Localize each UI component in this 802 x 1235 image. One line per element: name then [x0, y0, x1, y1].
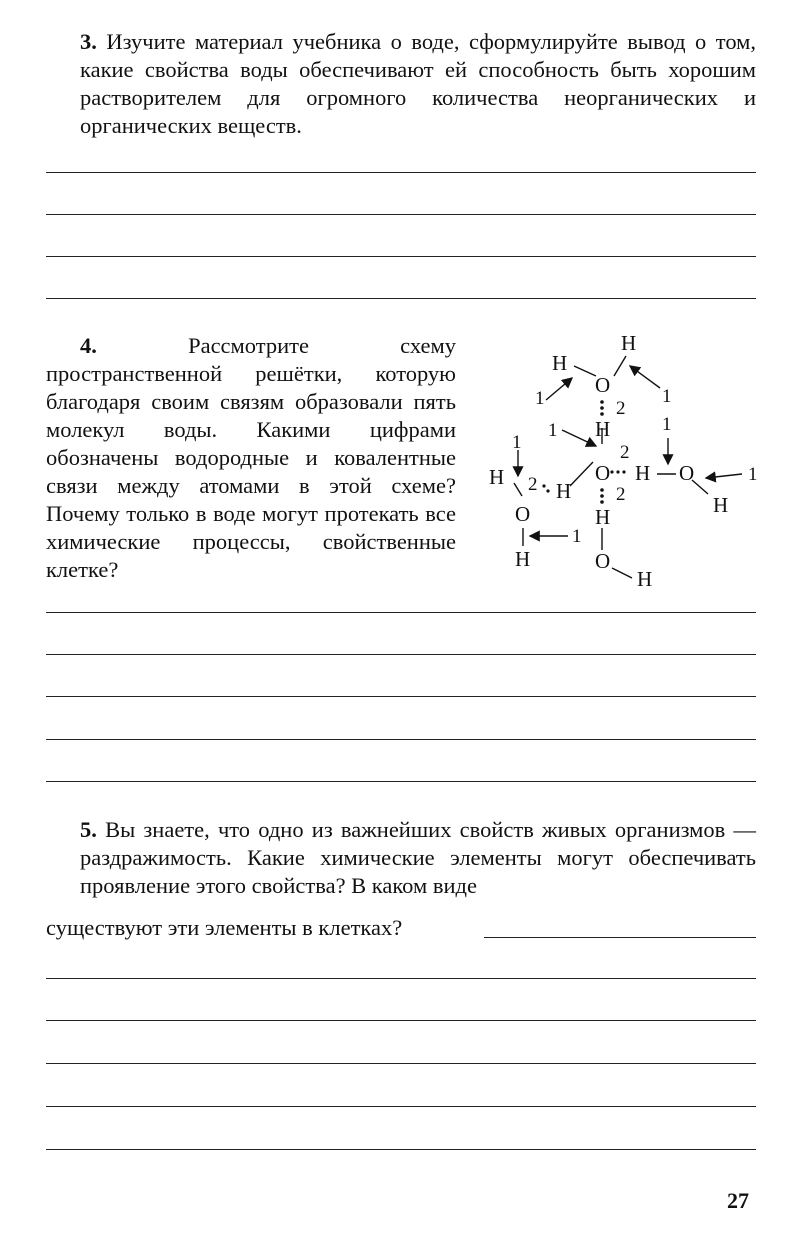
label-covalent: 1 — [512, 432, 522, 453]
answer-line-5-inline[interactable] — [484, 937, 756, 938]
question-5-text: Вы знаете, что одно из важнейших свойств живых организмов — раздражимость. Какие химические элементы могут обеспечивать проявление этого свойства? В каком виде — [80, 817, 756, 898]
answer-line-5-2[interactable] — [46, 1020, 756, 1021]
atom-h: H — [713, 493, 729, 517]
answer-line-3-1[interactable] — [46, 172, 756, 173]
label-covalent: 1 — [662, 414, 672, 435]
question-3 — [80, 28, 756, 140]
answer-line-3-2[interactable] — [46, 214, 756, 215]
answer-line-4-4[interactable] — [46, 739, 756, 740]
answer-line-4-2[interactable] — [46, 654, 756, 655]
question-4-text: Рассмотрите схему пространственной решётки, которую благодаря своим связям образовали пять молекул воды. Какими цифрами обозначены водородные и ковалентные связи между атомами в этой схеме? Почему только в воде могут протекать все химические процессы, свойственные клетке? — [46, 333, 456, 582]
label-hydrogen: 2 — [616, 398, 626, 419]
question-3-text: Изучите материал учебника о воде, сформулируйте вывод о том, какие свойства воды обеспечивают ей способность быть хорошим растворителем для огромного количества неорганических и органических веществ. — [80, 29, 756, 138]
answer-line-4-1[interactable] — [46, 612, 756, 613]
atom-h: H — [489, 465, 505, 489]
atom-h: H — [595, 505, 611, 529]
answer-line-5-4[interactable] — [46, 1106, 756, 1107]
question-5 — [80, 816, 756, 900]
question-3-number: 3. — [80, 29, 97, 54]
label-covalent: 1 — [748, 464, 758, 485]
question-4 — [46, 332, 456, 584]
atom-h: H — [515, 547, 531, 571]
question-4-number: 4. — [80, 333, 97, 358]
atom-h: H — [635, 461, 651, 485]
answer-line-5-3[interactable] — [46, 1063, 756, 1064]
question-5-continuation — [46, 914, 486, 942]
label-covalent: 1 — [535, 388, 545, 409]
answer-line-3-3[interactable] — [46, 256, 756, 257]
answer-line-4-3[interactable] — [46, 696, 756, 697]
atom-h: H — [556, 479, 572, 503]
atom-h: H — [637, 567, 653, 591]
answer-line-3-4[interactable] — [46, 298, 756, 299]
atom-o: O — [595, 373, 611, 397]
label-hydrogen: 2 — [616, 484, 626, 505]
question-5-text-end: существуют эти элементы в клетках? — [46, 915, 403, 940]
atom-h: H — [552, 351, 568, 375]
label-hydrogen: 2 — [620, 442, 630, 463]
label-covalent: 1 — [662, 386, 672, 407]
atom-o: O — [679, 461, 695, 485]
label-covalent: 1 — [572, 526, 582, 547]
answer-line-4-5[interactable] — [46, 781, 756, 782]
atom-o: O — [595, 549, 611, 573]
atom-o: O — [515, 502, 531, 526]
atom-o: O — [595, 461, 611, 485]
atom-h: H — [595, 417, 611, 441]
question-5-number: 5. — [80, 817, 97, 842]
label-covalent: 1 — [548, 420, 558, 441]
label-hydrogen: 2 — [528, 474, 538, 495]
answer-line-5-5[interactable] — [46, 1149, 756, 1150]
water-lattice-diagram — [480, 328, 770, 593]
atom-h: H — [621, 331, 637, 355]
page-number: 27 — [727, 1188, 749, 1213]
answer-line-5-1[interactable] — [46, 978, 756, 979]
